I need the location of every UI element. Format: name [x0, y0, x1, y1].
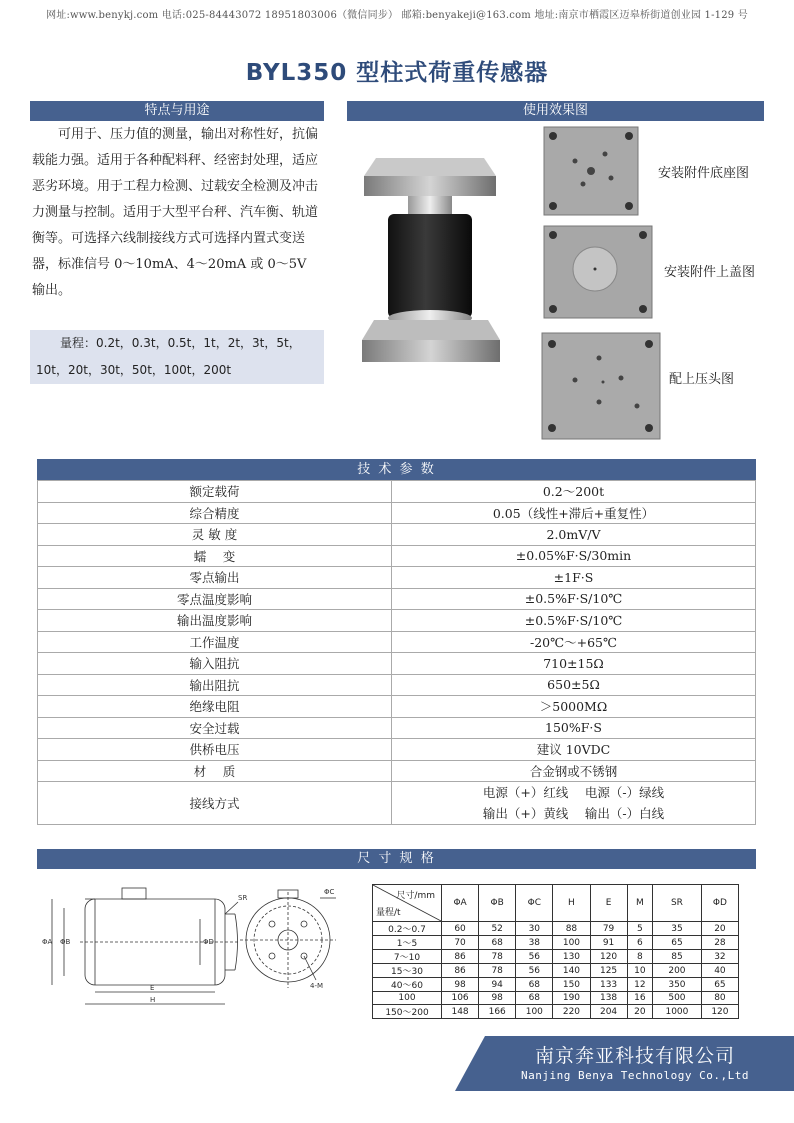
spec-value: -20℃～+65℃ [392, 631, 756, 653]
spec-key: 输入阻抗 [38, 653, 392, 675]
dims-row [373, 978, 739, 992]
dims-value-cell: 100 [553, 936, 590, 950]
dims-value-cell: 133 [590, 978, 627, 992]
spec-row [38, 524, 756, 546]
spec-value: 建议 10VDC [392, 739, 756, 761]
dims-value-cell: 80 [701, 992, 738, 1005]
dims-value-cell: 68 [516, 978, 553, 992]
spec-value: ±1F·S [392, 567, 756, 589]
caption-base: 安装附件底座图 [658, 166, 750, 181]
dims-value-cell: 150 [553, 978, 590, 992]
dims-col-header: SR [653, 885, 702, 922]
dims-row [373, 1005, 739, 1019]
dims-value-cell: 148 [442, 1005, 479, 1019]
dims-value-cell: 350 [653, 978, 702, 992]
label-phi-b: ΦB [60, 938, 71, 946]
spec-row [38, 502, 756, 524]
dims-value-cell: 120 [701, 1005, 738, 1019]
dims-value-cell: 94 [479, 978, 516, 992]
corner-range: 量程/t [376, 908, 401, 918]
dims-value-cell: 6 [627, 936, 652, 950]
spec-row [38, 760, 756, 782]
features-heading: 特点与用途 [30, 101, 324, 121]
spec-key: 综合精度 [38, 502, 392, 524]
spec-key: 输出阻抗 [38, 674, 392, 696]
dims-value-cell: 1000 [653, 1005, 702, 1019]
spec-value: 710±15Ω [392, 653, 756, 675]
spec-row [38, 739, 756, 761]
corner-size: 尺寸/mm [396, 891, 435, 901]
dims-value-cell: 68 [479, 936, 516, 950]
dims-value-cell: 12 [627, 978, 652, 992]
dims-value-cell: 56 [516, 950, 553, 964]
dims-value-cell: 120 [590, 950, 627, 964]
dims-row [373, 992, 739, 1005]
label-h: H [150, 996, 156, 1004]
dims-col-header: H [553, 885, 590, 922]
spec-row [38, 588, 756, 610]
spec-key: 输出温度影响 [38, 610, 392, 632]
spec-value: ±0.5%F·S/10℃ [392, 588, 756, 610]
dims-value-cell: 38 [516, 936, 553, 950]
spec-key: 接线方式 [38, 782, 392, 825]
dims-value-cell: 78 [479, 950, 516, 964]
spec-value: ±0.05%F·S/30min [392, 545, 756, 567]
caption-cover: 安装附件上盖图 [664, 265, 756, 280]
label-phi-c: ΦC [324, 888, 335, 896]
dims-value-cell: 52 [479, 922, 516, 936]
dims-value-cell: 86 [442, 964, 479, 978]
dims-value-cell: 140 [553, 964, 590, 978]
dims-value-cell: 40 [701, 964, 738, 978]
dims-value-cell: 98 [442, 978, 479, 992]
spec-value: 150%F·S [392, 717, 756, 739]
dims-value-cell: 79 [590, 922, 627, 936]
dims-col-header: ΦA [442, 885, 479, 922]
dims-value-cell: 100 [516, 1005, 553, 1019]
dims-value-cell: 500 [653, 992, 702, 1005]
dims-value-cell: 8 [627, 950, 652, 964]
cover-plate-photo [543, 225, 653, 319]
label-phi-d: ΦD [203, 938, 214, 946]
dims-value-cell: 204 [590, 1005, 627, 1019]
dims-value-cell: 70 [442, 936, 479, 950]
dims-value-cell: 20 [627, 1005, 652, 1019]
spec-row [38, 631, 756, 653]
dims-heading: 尺 寸 规 格 [37, 849, 756, 869]
dims-value-cell: 65 [701, 978, 738, 992]
dims-value-cell: 85 [653, 950, 702, 964]
dims-corner [373, 885, 442, 922]
spec-key: 安全过载 [38, 717, 392, 739]
dims-col-header: E [590, 885, 627, 922]
label-4m: 4-M [310, 982, 324, 990]
label-phi-a: ΦA [42, 938, 53, 946]
dims-value-cell: 200 [653, 964, 702, 978]
dims-value-cell: 10 [627, 964, 652, 978]
effects-heading: 使用效果图 [347, 101, 764, 121]
dims-value-cell: 78 [479, 964, 516, 978]
dims-value-cell: 30 [516, 922, 553, 936]
dims-row [373, 936, 739, 950]
caption-press-head: 配上压头图 [669, 372, 735, 387]
dims-value-cell: 190 [553, 992, 590, 1005]
dims-row [373, 922, 739, 936]
sensor-photo [356, 150, 504, 370]
dims-row [373, 950, 739, 964]
wiring-line-1: 电源（+）红线 电源（-）绿线 [482, 785, 665, 800]
dims-range-cell: 1～5 [373, 936, 442, 950]
company-name-cn: 南京奔亚科技有限公司 [534, 1045, 735, 1067]
dims-col-header: ΦB [479, 885, 516, 922]
spec-value: 2.0mV/V [392, 524, 756, 546]
specs-heading: 技 术 参 数 [37, 459, 756, 480]
dims-col-header: ΦC [516, 885, 553, 922]
features-text: 可用于、压力值的测量，输出对称性好，抗偏载能力强。适用于各种配料秤、经密封处理，适应恶劣环境。用于工程力检测、过载安全检测及冲击力测量与控制。适用于大型平台秤、汽车衡、轨道衡等。可选择六线制接线方式可选择内置式变送器，标准信号 0～10mA、4～20mA 或 0～5V 输出。 [32, 127, 319, 298]
dims-table [372, 884, 739, 1019]
spec-row [38, 545, 756, 567]
spec-row [38, 653, 756, 675]
range-box: 量程：0.2t，0.3t，0.5t，1t，2t，3t，5t，10t，20t，30t，50t，100t，200t [30, 330, 324, 384]
spec-value: 650±5Ω [392, 674, 756, 696]
contact-line: 网址:www.benykj.com 电话:025-84443072 18951803006（微信同步） 邮箱:benyakeji@163.com 地址:南京市栖霞区迈皋桥街道创业园 1-129 号 [46, 10, 748, 21]
dims-value-cell: 98 [479, 992, 516, 1005]
dims-range-cell: 100 [373, 992, 442, 1005]
spec-key: 灵 敏 度 [38, 524, 392, 546]
dims-value-cell: 20 [701, 922, 738, 936]
spec-key: 额定载荷 [38, 481, 392, 503]
specs-table [37, 480, 756, 825]
label-e: E [150, 984, 155, 992]
dims-range-cell: 15～30 [373, 964, 442, 978]
spec-key: 供桥电压 [38, 739, 392, 761]
spec-row [38, 696, 756, 718]
press-head-photo [541, 332, 661, 440]
dims-row [373, 964, 739, 978]
dims-range-cell: 0.2～0.7 [373, 922, 442, 936]
page-title: BYL350 型柱式荷重传感器 [245, 60, 549, 86]
dims-value-cell: 65 [653, 936, 702, 950]
spec-row [38, 610, 756, 632]
spec-key: 绝缘电阻 [38, 696, 392, 718]
spec-value: 0.2～200t [392, 481, 756, 503]
dims-value-cell: 32 [701, 950, 738, 964]
spec-value: ＞5000MΩ [392, 696, 756, 718]
spec-key: 蠕 变 [38, 545, 392, 567]
spec-key: 工作温度 [38, 631, 392, 653]
dims-value-cell: 125 [590, 964, 627, 978]
dims-col-header: M [627, 885, 652, 922]
dims-value-cell: 220 [553, 1005, 590, 1019]
dims-value-cell: 138 [590, 992, 627, 1005]
dims-value-cell: 166 [479, 1005, 516, 1019]
dims-value-cell: 130 [553, 950, 590, 964]
dims-col-header: ΦD [701, 885, 738, 922]
label-sr: SR [238, 894, 248, 902]
spec-value: ±0.5%F·S/10℃ [392, 610, 756, 632]
spec-key: 零点温度影响 [38, 588, 392, 610]
dims-range-cell: 40～60 [373, 978, 442, 992]
company-name-en: Nanjing Benya Technology Co.,Ltd [521, 1069, 749, 1082]
dims-value-cell: 5 [627, 922, 652, 936]
spec-row-wiring [38, 782, 756, 825]
dims-value-cell: 68 [516, 992, 553, 1005]
dimension-drawing [40, 884, 370, 1014]
spec-value: 合金钢或不锈钢 [392, 760, 756, 782]
dims-value-cell: 28 [701, 936, 738, 950]
dims-value-cell: 60 [442, 922, 479, 936]
wiring-line-2: 输出（+）黄线 输出（-）白线 [482, 806, 665, 821]
spec-row [38, 481, 756, 503]
dims-value-cell: 106 [442, 992, 479, 1005]
dims-value-cell: 16 [627, 992, 652, 1005]
dims-range-cell: 150～200 [373, 1005, 442, 1019]
dims-value-cell: 88 [553, 922, 590, 936]
dims-value-cell: 86 [442, 950, 479, 964]
spec-value: 0.05（线性+滞后+重复性） [392, 502, 756, 524]
dims-range-cell: 7～10 [373, 950, 442, 964]
spec-row [38, 567, 756, 589]
dims-value-cell: 35 [653, 922, 702, 936]
spec-key: 零点输出 [38, 567, 392, 589]
base-plate-photo [543, 126, 639, 216]
dims-value-cell: 91 [590, 936, 627, 950]
dims-value-cell: 56 [516, 964, 553, 978]
spec-row [38, 717, 756, 739]
spec-row [38, 674, 756, 696]
spec-key: 材 质 [38, 760, 392, 782]
